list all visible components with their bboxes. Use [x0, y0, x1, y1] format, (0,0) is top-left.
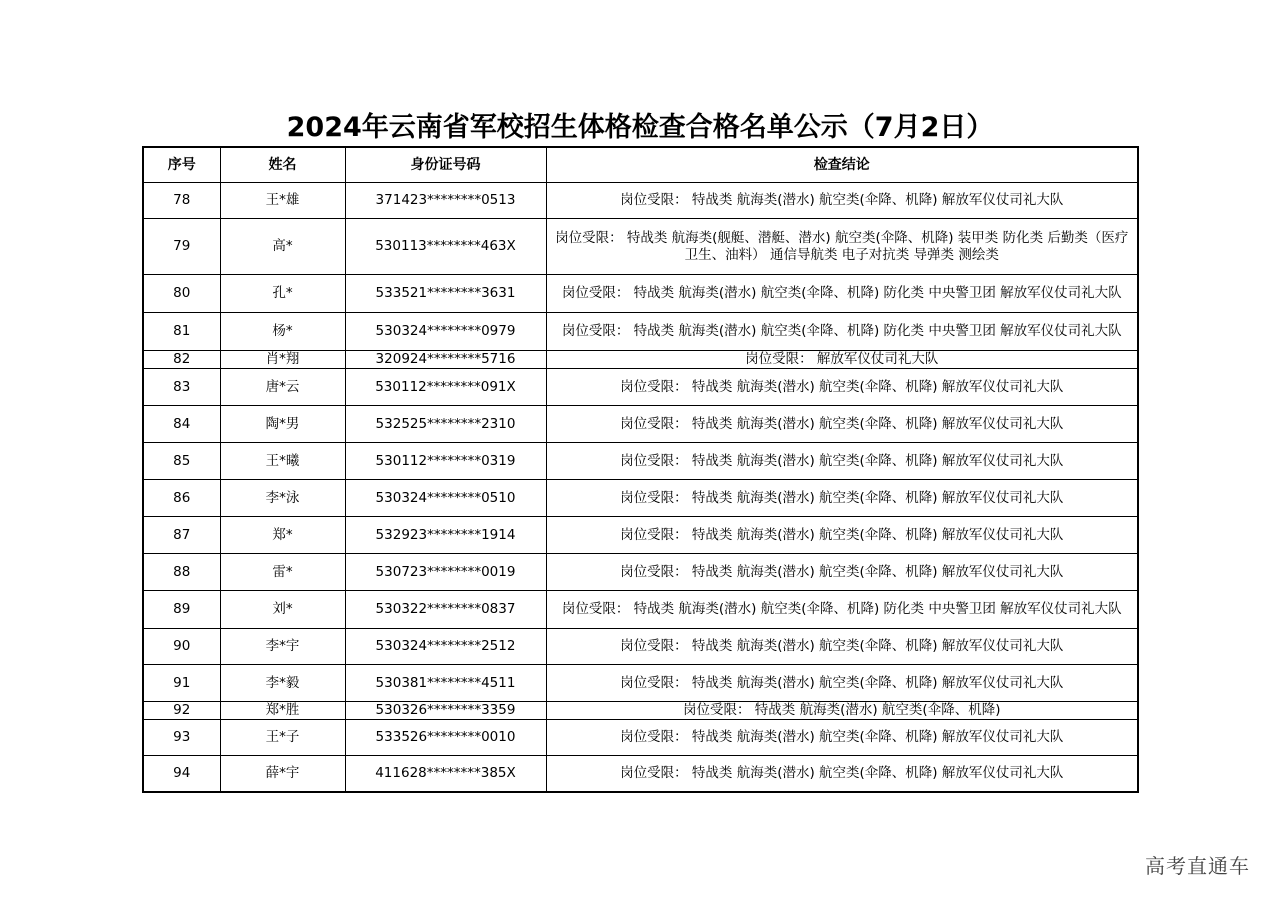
cell-serial: 78: [143, 183, 220, 219]
cell-result: 岗位受限： 特战类 航海类(潜水) 航空类(伞降、机降) 解放军仪仗司礼大队: [546, 756, 1138, 792]
cell-result: 岗位受限： 特战类 航海类(潜水) 航空类(伞降、机降) 防化类 中央警卫团 解放军仪仗司礼大队: [546, 275, 1138, 313]
cell-id: 532525********2310: [345, 406, 546, 443]
watermark-text: 高考直通车: [1145, 854, 1250, 878]
cell-result: 岗位受限： 特战类 航海类(潜水) 航空类(伞降、机降) 防化类 中央警卫团 解放军仪仗司礼大队: [546, 313, 1138, 351]
cell-serial: 84: [143, 406, 220, 443]
table-header-row: [143, 147, 1138, 183]
cell-serial: 86: [143, 480, 220, 517]
cell-name: 唐*云: [220, 369, 345, 406]
cell-id: 320924********5716: [345, 351, 546, 369]
cell-result: 岗位受限： 特战类 航海类(潜水) 航空类(伞降、机降) 解放军仪仗司礼大队: [546, 480, 1138, 517]
cell-id: 533526********0010: [345, 720, 546, 756]
cell-result: 岗位受限： 特战类 航海类(潜水) 航空类(伞降、机降): [546, 702, 1138, 720]
cell-name: 王*子: [220, 720, 345, 756]
cell-id: 532923********1914: [345, 517, 546, 554]
cell-serial: 82: [143, 351, 220, 369]
cell-serial: 93: [143, 720, 220, 756]
document-title: 2024年云南省军校招生体格检查合格名单公示（7月2日）: [286, 112, 994, 143]
cell-name: 李*毅: [220, 665, 345, 702]
cell-id: 530381********4511: [345, 665, 546, 702]
cell-serial: 79: [143, 219, 220, 275]
cell-name: 高*: [220, 219, 345, 275]
cell-id: 530324********2512: [345, 629, 546, 665]
header-id-number: 身份证号码: [345, 147, 546, 183]
cell-name: 孔*: [220, 275, 345, 313]
cell-id: 533521********3631: [345, 275, 546, 313]
cell-serial: 92: [143, 702, 220, 720]
cell-result: 岗位受限： 特战类 航海类(潜水) 航空类(伞降、机降) 解放军仪仗司礼大队: [546, 665, 1138, 702]
cell-id: 530324********0510: [345, 480, 546, 517]
cell-serial: 88: [143, 554, 220, 591]
cell-serial: 94: [143, 756, 220, 792]
header-name: 姓名: [220, 147, 345, 183]
cell-id: 530112********091X: [345, 369, 546, 406]
cell-serial: 83: [143, 369, 220, 406]
cell-id: 530723********0019: [345, 554, 546, 591]
cell-result: 岗位受限： 特战类 航海类(潜水) 航空类(伞降、机降) 解放军仪仗司礼大队: [546, 720, 1138, 756]
cell-result: 岗位受限： 解放军仪仗司礼大队: [546, 351, 1138, 369]
cell-serial: 81: [143, 313, 220, 351]
cell-serial: 91: [143, 665, 220, 702]
cell-result: 岗位受限： 特战类 航海类(潜水) 航空类(伞降、机降) 解放军仪仗司礼大队: [546, 554, 1138, 591]
cell-id: 371423********0513: [345, 183, 546, 219]
cell-name: 李*宇: [220, 629, 345, 665]
cell-serial: 85: [143, 443, 220, 480]
cell-result: 岗位受限： 特战类 航海类(潜水) 航空类(伞降、机降) 解放军仪仗司礼大队: [546, 517, 1138, 554]
results-table: [142, 146, 1139, 793]
cell-name: 李*泳: [220, 480, 345, 517]
cell-name: 郑*: [220, 517, 345, 554]
table-body: [143, 183, 1138, 792]
cell-id: 530326********3359: [345, 702, 546, 720]
header-result: 检查结论: [546, 147, 1138, 183]
cell-result: 岗位受限： 特战类 航海类(潜水) 航空类(伞降、机降) 解放军仪仗司礼大队: [546, 629, 1138, 665]
cell-result: 岗位受限： 特战类 航海类(潜水) 航空类(伞降、机降) 解放军仪仗司礼大队: [546, 369, 1138, 406]
cell-result: 岗位受限： 特战类 航海类(潜水) 航空类(伞降、机降) 解放军仪仗司礼大队: [546, 406, 1138, 443]
cell-name: 郑*胜: [220, 702, 345, 720]
cell-id: 411628********385X: [345, 756, 546, 792]
cell-result: 岗位受限： 特战类 航海类(舰艇、潜艇、潜水) 航空类(伞降、机降) 装甲类 防化类 后勤类（医疗卫生、油料） 通信导航类 电子对抗类 导弹类 测绘类: [546, 219, 1138, 275]
cell-name: 王*雄: [220, 183, 345, 219]
cell-id: 530324********0979: [345, 313, 546, 351]
cell-result: 岗位受限： 特战类 航海类(潜水) 航空类(伞降、机降) 解放军仪仗司礼大队: [546, 443, 1138, 480]
cell-result: 岗位受限： 特战类 航海类(潜水) 航空类(伞降、机降) 防化类 中央警卫团 解放军仪仗司礼大队: [546, 591, 1138, 629]
cell-name: 杨*: [220, 313, 345, 351]
cell-serial: 87: [143, 517, 220, 554]
cell-serial: 90: [143, 629, 220, 665]
cell-id: 530322********0837: [345, 591, 546, 629]
cell-id: 530113********463X: [345, 219, 546, 275]
cell-name: 王*曦: [220, 443, 345, 480]
cell-name: 肖*翔: [220, 351, 345, 369]
cell-name: 陶*男: [220, 406, 345, 443]
cell-name: 薛*宇: [220, 756, 345, 792]
cell-id: 530112********0319: [345, 443, 546, 480]
cell-result: 岗位受限： 特战类 航海类(潜水) 航空类(伞降、机降) 解放军仪仗司礼大队: [546, 183, 1138, 219]
cell-serial: 80: [143, 275, 220, 313]
cell-name: 雷*: [220, 554, 345, 591]
cell-serial: 89: [143, 591, 220, 629]
cell-name: 刘*: [220, 591, 345, 629]
header-serial: 序号: [143, 147, 220, 183]
